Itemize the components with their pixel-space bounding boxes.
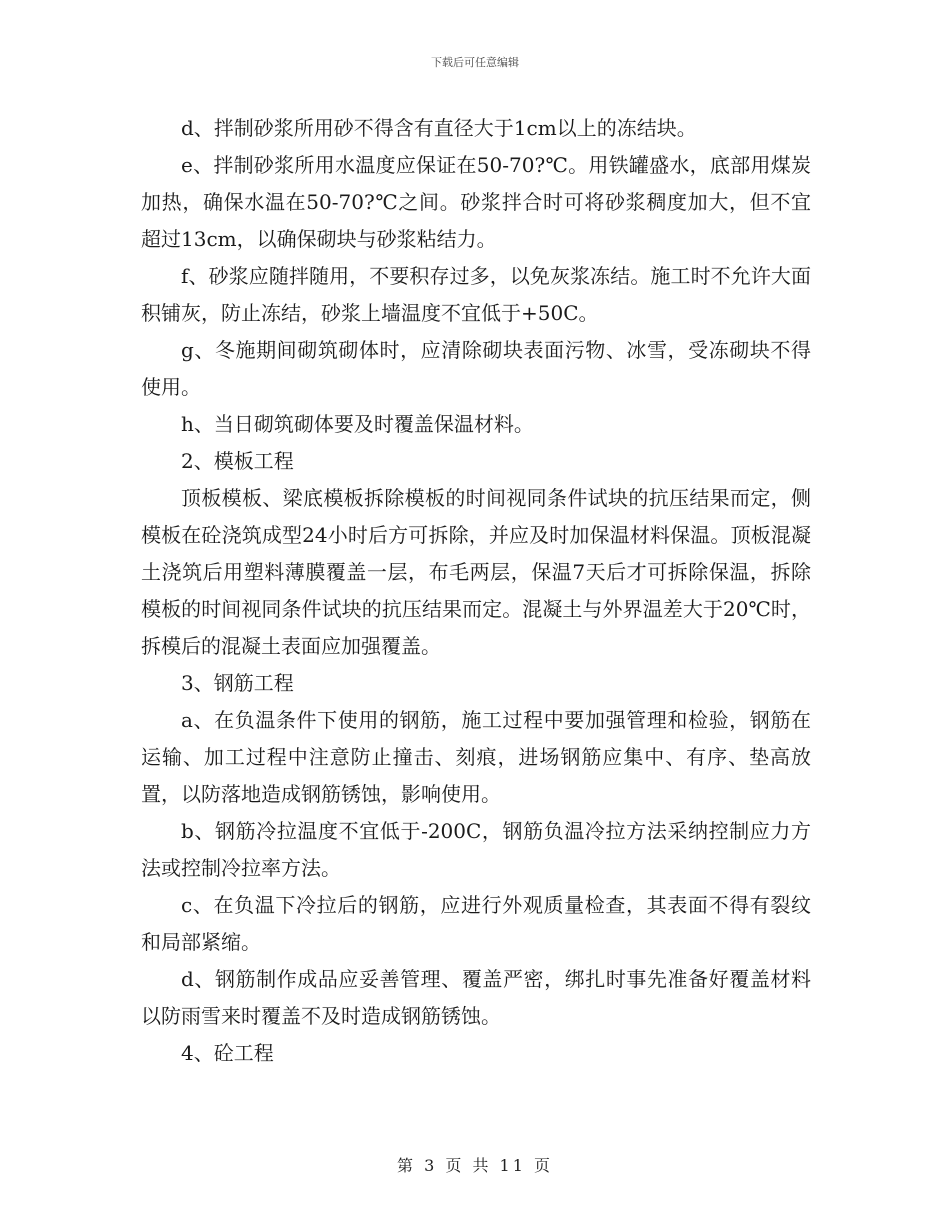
section-heading-concrete: 4、砼工程 (181, 1041, 274, 1065)
document-body (141, 110, 811, 1072)
paragraph-h-insulation-cover: h、当日砌筑砌体要及时覆盖保温材料。 (181, 412, 534, 436)
paragraph-formwork-removal: 顶板模板、梁底模板拆除模板的时间视同条件试块的抗压结果而定，侧模板在砼浇筑成型24小时后方可拆除，并应及时加保温材料保温。顶板混凝土浇筑后用塑料薄膜覆盖一层，布毛两层，保温7天后才可拆除保温，拆除模板的时间视同条件试块的抗压结果而定。混凝土与外界温差大于20℃时，拆模后的混凝土表面应加强覆盖。 (141, 486, 811, 658)
paragraph-d-sand: d、拌制砂浆所用砂不得含有直径大于1cm以上的冻结块。 (181, 116, 697, 140)
section-heading-formwork: 2、模板工程 (181, 449, 294, 473)
section-heading-rebar: 3、钢筋工程 (181, 671, 294, 695)
paragraph-g-block-cleaning: g、冬施期间砌筑砌体时，应清除砌块表面污物、冰雪，受冻砌块不得使用。 (141, 338, 811, 399)
paragraph-b-cold-drawing: b、钢筋冷拉温度不宜低于-200C，钢筋负温冷拉方法采纳控制应力方法或控制冷拉率方法。 (141, 819, 811, 880)
paragraph-e-water-temperature: e、拌制砂浆所用水温度应保证在50-70?℃。用铁罐盛水，底部用煤炭加热，确保水温在50-70?℃之间。砂浆拌合时可将砂浆稠度加大，但不宜超过13cm，以确保砌块与砂浆粘结力。 (141, 153, 811, 251)
paragraph-f-mortar-use: f、砂浆应随拌随用，不要积存过多，以免灰浆冻结。施工时不允许大面积铺灰，防止冻结，砂浆上墙温度不宜低于+50C。 (141, 264, 811, 325)
paragraph-a-rebar-management: a、在负温条件下使用的钢筋，施工过程中要加强管理和检验，钢筋在运输、加工过程中注意防止撞击、刻痕，进场钢筋应集中、有序、垫高放置，以防落地造成钢筋锈蚀，影响使用。 (141, 708, 811, 806)
paragraph-d-finished-rebar: d、钢筋制作成品应妥善管理、覆盖严密，绑扎时事先准备好覆盖材料以防雨雪来时覆盖不及时造成钢筋锈蚀。 (141, 967, 811, 1028)
page-number-footer: 第 3 页 共 11 页 (397, 1156, 553, 1175)
paragraph-c-inspection: c、在负温下冷拉后的钢筋，应进行外观质量检查，其表面不得有裂纹和局部紧缩。 (141, 893, 811, 954)
page-header: 下载后可任意编辑 (431, 56, 519, 69)
